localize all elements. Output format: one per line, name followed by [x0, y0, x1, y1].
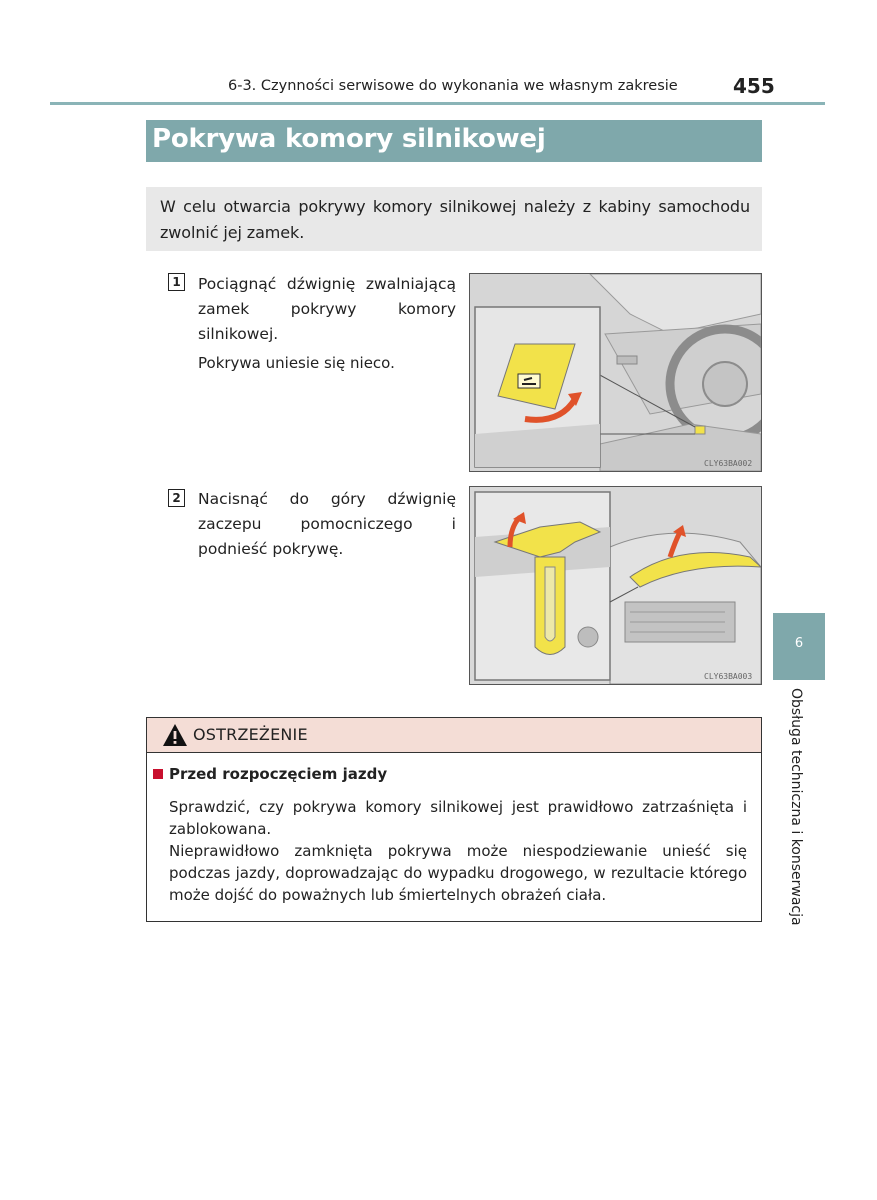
- warning-triangle-icon: [162, 723, 188, 747]
- warning-subheading: Przed rozpoczęciem jazdy: [169, 765, 388, 783]
- warning-title: OSTRZEŻENIE: [193, 725, 308, 744]
- step-1-number: 1: [168, 273, 185, 291]
- chapter-label: Obsługa techniczna i konserwacja: [788, 688, 804, 926]
- page-number: 455: [733, 74, 775, 98]
- step-1-note: Pokrywa uniesie się nieco.: [198, 354, 395, 372]
- intro-text: W celu otwarcia pokrywy komory silnikowej należy z kabiny samochodu zwolnić jej zamek.: [160, 197, 750, 242]
- hood-latch-illustration: [470, 487, 761, 684]
- figure-2-code: CLY63BA003: [704, 672, 753, 681]
- header-divider: [50, 102, 825, 105]
- warning-paragraph-2: Nieprawidłowo zamknięta pokrywa może niespodziewanie unieść się podczas jazdy, doprowadzając do wypadku drogowego, w rezultacie którego może dojść do poważnych lub śmiertelnych obrażeń ciała.: [169, 842, 747, 904]
- figure-hood-auxiliary-latch: [469, 486, 762, 685]
- section-header: 6-3. Czynności serwisowe do wykonania we własnym zakresie: [228, 78, 678, 94]
- step-2-number: 2: [168, 489, 185, 507]
- warning-bullet: [153, 769, 163, 779]
- figure-hood-release-lever: [469, 273, 762, 472]
- page-title: Pokrywa komory silnikowej: [152, 124, 546, 154]
- dashboard-illustration: [470, 274, 761, 471]
- warning-paragraph-1: Sprawdzić, czy pokrywa komory silnikowej jest prawidłowo zatrzaśnięta i zablokowana.: [169, 798, 747, 838]
- warning-body: [169, 796, 747, 906]
- chapter-number: 6: [794, 636, 804, 651]
- figure-1-code: CLY63BA002: [704, 459, 753, 468]
- step-1-text: Pociągnąć dźwignię zwalniającą zamek pokrywy komory silnikowej.: [198, 275, 456, 343]
- step-2-text: Nacisnąć do góry dźwignię zaczepu pomocniczego i podnieść pokrywę.: [198, 490, 456, 558]
